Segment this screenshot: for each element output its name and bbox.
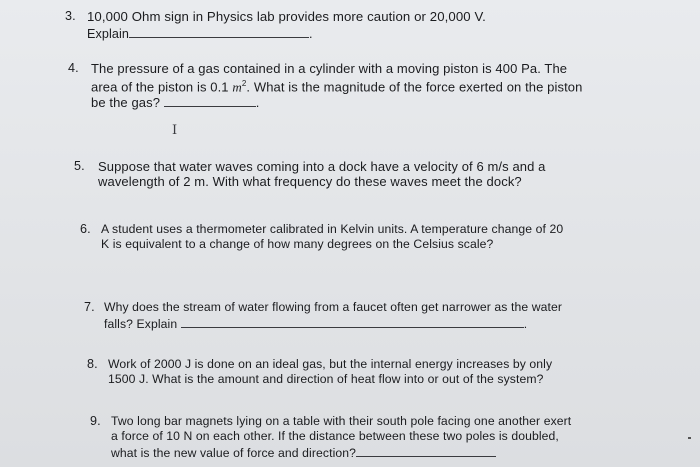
question-text-line: Why does the stream of water flowing from a faucet often get narrower as the water [104, 300, 562, 314]
page-edge-mark [688, 437, 691, 439]
unit-exponent: 2 [241, 79, 247, 88]
question-text-line: falls? Explain [104, 317, 178, 331]
question-text-line: be the gas? [91, 95, 161, 111]
answer-blank[interactable] [356, 444, 496, 457]
question-text-line: what is the new value of force and direction? [111, 446, 357, 460]
unit-symbol: m [232, 79, 242, 95]
question-text-line: . What is the magnitude of the force exerted on the piston [246, 79, 583, 95]
question-number: 5. [74, 159, 85, 173]
answer-blank[interactable] [181, 315, 524, 328]
question-text-line: Two long bar magnets lying on a table with their south pole facing one another exert [111, 414, 572, 428]
question-text-line: K is equivalent to a change of how many degrees on the Celsius scale? [101, 237, 494, 251]
question-number: 9. [90, 414, 101, 428]
question-text-line: Suppose that water waves coming into a dock have a velocity of 6 m/s and a [98, 159, 546, 174]
question-text-line: Explain [87, 27, 130, 41]
question-text-line: The pressure of a gas contained in a cylinder with a moving piston is 400 Pa. The [91, 61, 568, 76]
question-text-line: Work of 2000 J is done on an ideal gas, but the internal energy increases by only [108, 357, 553, 371]
answer-blank[interactable] [164, 94, 256, 107]
question-text-line: 10,000 Ohm sign in Physics lab provides more caution or 20,000 V. [87, 9, 486, 24]
question-text-line: area of the piston is 0.1 [91, 79, 233, 95]
question-number: 6. [80, 222, 91, 236]
question-number: 8. [87, 357, 98, 371]
question-text-line: A student uses a thermometer calibrated in Kelvin units. A temperature change of 20 [101, 222, 564, 236]
question-text-line: a force of 10 N on each other. If the distance between these two poles is doubled, [111, 429, 559, 443]
question-text-line: wavelength of 2 m. With what frequency do these waves meet the dock? [98, 174, 522, 189]
question-number: 4. [68, 61, 79, 75]
question-number: 7. [84, 300, 95, 314]
question-text-line: 1500 J. What is the amount and direction of heat flow into or out of the system? [108, 372, 544, 386]
worksheet-page: 3. 10,000 Ohm sign in Physics lab provides more caution or 20,000 V. Explain . 4. The pressure of a gas contained in a cylinder with a moving piston is 400 Pa. The area of the piston is 0.1 $m^2$. What is the magnitude of the force exerted on the piston be the gas? . I 5. Suppose that water waves coming into a dock have a velocity of 6 m/s and a wavelength of 2 m. With what frequency do these waves meet the dock? 6. A student uses a thermometer calibrated in Kelvin units. A temperature change of 20 K is equivalent to a change of how many degrees on the Celsius scale? 7. Why does the stream of water flowing from a faucet often get narrower as the water falls? Explain . 8. Work of 2000 J is done on an ideal gas, but the internal energy increases by only 1500 J. What is the amount and direction of heat flow into or out of the system? 9. Two long bar magnets lying on a table with their south pole facing one another exert a force of 10 N on each other. If the distance between these two poles is doubled, what is the new value of force and direction? [0, 0, 700, 467]
answer-blank[interactable] [129, 25, 309, 38]
question-number: 3. [65, 9, 76, 23]
text-cursor-icon: I [172, 123, 178, 138]
